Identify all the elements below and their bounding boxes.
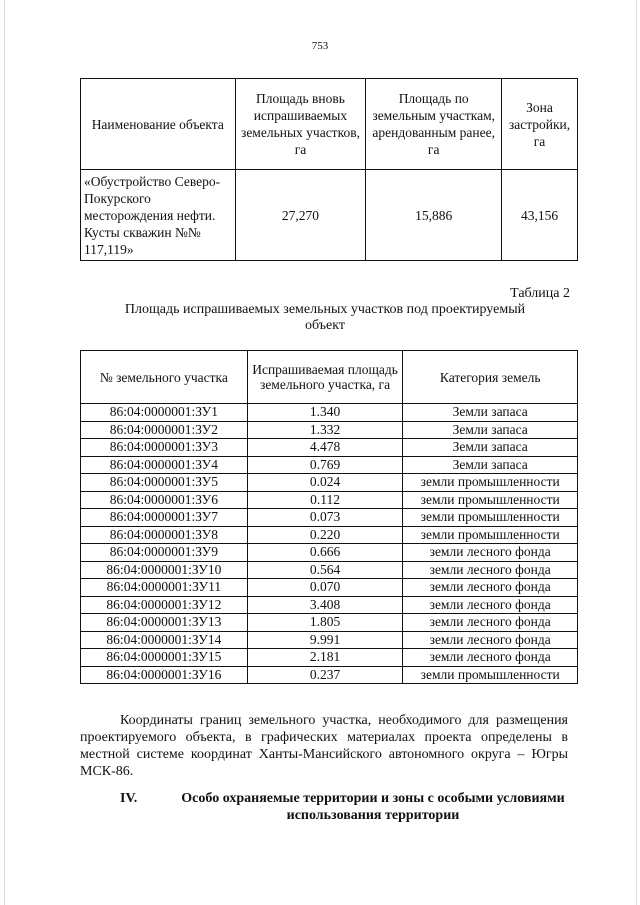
table-row [81,649,578,667]
plot-area-cell: 0.070 [247,579,403,597]
column-header: Испрашиваемая площадь земельного участка, га [247,351,403,404]
plot-number-cell: 86:04:0000001:ЗУ16 [81,666,248,684]
table-row [81,614,578,632]
coordinates-paragraph: Координаты границ земельного участка, необходимого для размещения проектируемого объекта, в графических материалах проекта определены в местной системе координат Ханты-Мансийского автономного округа – Югры МСК-86. [80,713,568,779]
column-header: Наименование объекта [81,79,236,170]
land-category-cell: Земли запаса [403,404,578,422]
column-header: № земельного участка [81,351,248,404]
section-number: IV. [120,791,138,806]
plot-area-cell: 1.805 [247,614,403,632]
column-header: Зона застройки, га [502,79,578,170]
table-header-row [81,79,578,170]
plot-area-cell: 0.769 [247,456,403,474]
plot-number-cell: 86:04:0000001:ЗУ13 [81,614,248,632]
land-category-cell: Земли запаса [403,439,578,457]
leased-area-cell: 15,886 [366,170,502,261]
land-plots-table [80,350,578,684]
table-row [81,544,578,562]
table-row [81,561,578,579]
plot-area-cell: 9.991 [247,631,403,649]
table-row [81,526,578,544]
page-number: 753 [311,40,329,52]
land-category-cell: земли промышленности [403,666,578,684]
plot-number-cell: 86:04:0000001:ЗУ8 [81,526,248,544]
plot-area-cell: 3.408 [247,596,403,614]
table-row [81,456,578,474]
land-category-cell: земли лесного фонда [403,649,578,667]
column-header: Площадь по земельным участкам, арендованным ранее, га [366,79,502,170]
land-category-cell: земли лесного фонда [403,631,578,649]
table-row [81,631,578,649]
table-row [81,474,578,492]
plot-area-cell: 0.564 [247,561,403,579]
plot-area-cell: 1.340 [247,404,403,422]
plot-number-cell: 86:04:0000001:ЗУ2 [81,421,248,439]
land-category-cell: земли лесного фонда [403,544,578,562]
plot-area-cell: 0.073 [247,509,403,527]
plot-number-cell: 86:04:0000001:ЗУ14 [81,631,248,649]
land-category-cell: земли промышленности [403,474,578,492]
land-category-cell: земли промышленности [403,509,578,527]
scan-edge-left [4,0,5,905]
plot-number-cell: 86:04:0000001:ЗУ7 [81,509,248,527]
table-header-row [81,351,578,404]
land-category-cell: земли лесного фонда [403,561,578,579]
table-row [81,421,578,439]
section-title: Особо охраняемые территории и зоны с особыми условиями использования территории [181,791,565,823]
plot-area-cell: 0.024 [247,474,403,492]
land-category-cell: земли промышленности [403,491,578,509]
land-category-cell: земли промышленности [403,526,578,544]
table-row [81,491,578,509]
section-heading [120,790,570,824]
land-category-cell: земли лесного фонда [403,614,578,632]
table-row [81,439,578,457]
table-row [81,596,578,614]
table-row [81,509,578,527]
zone-area-cell: 43,156 [502,170,578,261]
land-category-cell: земли лесного фонда [403,579,578,597]
plot-area-cell: 2.181 [247,649,403,667]
table2-caption [80,286,570,334]
plot-number-cell: 86:04:0000001:ЗУ5 [81,474,248,492]
table-row [81,579,578,597]
plot-area-cell: 0.220 [247,526,403,544]
object-name-cell: «Обустройство Северо-Покурского месторождения нефти. Кусты скважин №№ 117,119» [81,170,236,261]
plot-number-cell: 86:04:0000001:ЗУ15 [81,649,248,667]
plot-number-cell: 86:04:0000001:ЗУ9 [81,544,248,562]
land-category-cell: земли лесного фонда [403,596,578,614]
plot-number-cell: 86:04:0000001:ЗУ11 [81,579,248,597]
table-row [81,666,578,684]
object-area-table [80,78,578,261]
column-header: Площадь вновь испрашиваемых земельных участков, га [235,79,366,170]
plot-area-cell: 0.237 [247,666,403,684]
plot-area-cell: 1.332 [247,421,403,439]
plot-number-cell: 86:04:0000001:ЗУ6 [81,491,248,509]
table-title: Площадь испрашиваемых земельных участков под проектируемый объект [124,302,526,333]
land-category-cell: Земли запаса [403,421,578,439]
column-header: Категория земель [403,351,578,404]
scan-edge-right [636,0,637,905]
plot-area-cell: 4.478 [247,439,403,457]
plot-number-cell: 86:04:0000001:ЗУ10 [81,561,248,579]
land-category-cell: Земли запаса [403,456,578,474]
plot-area-cell: 0.666 [247,544,403,562]
plot-number-cell: 86:04:0000001:ЗУ1 [81,404,248,422]
plot-number-cell: 86:04:0000001:ЗУ4 [81,456,248,474]
table-number: Таблица 2 [510,286,570,301]
table-row [81,170,578,261]
plot-number-cell: 86:04:0000001:ЗУ3 [81,439,248,457]
plot-area-cell: 0.112 [247,491,403,509]
table-row [81,404,578,422]
new-area-cell: 27,270 [235,170,366,261]
plot-number-cell: 86:04:0000001:ЗУ12 [81,596,248,614]
